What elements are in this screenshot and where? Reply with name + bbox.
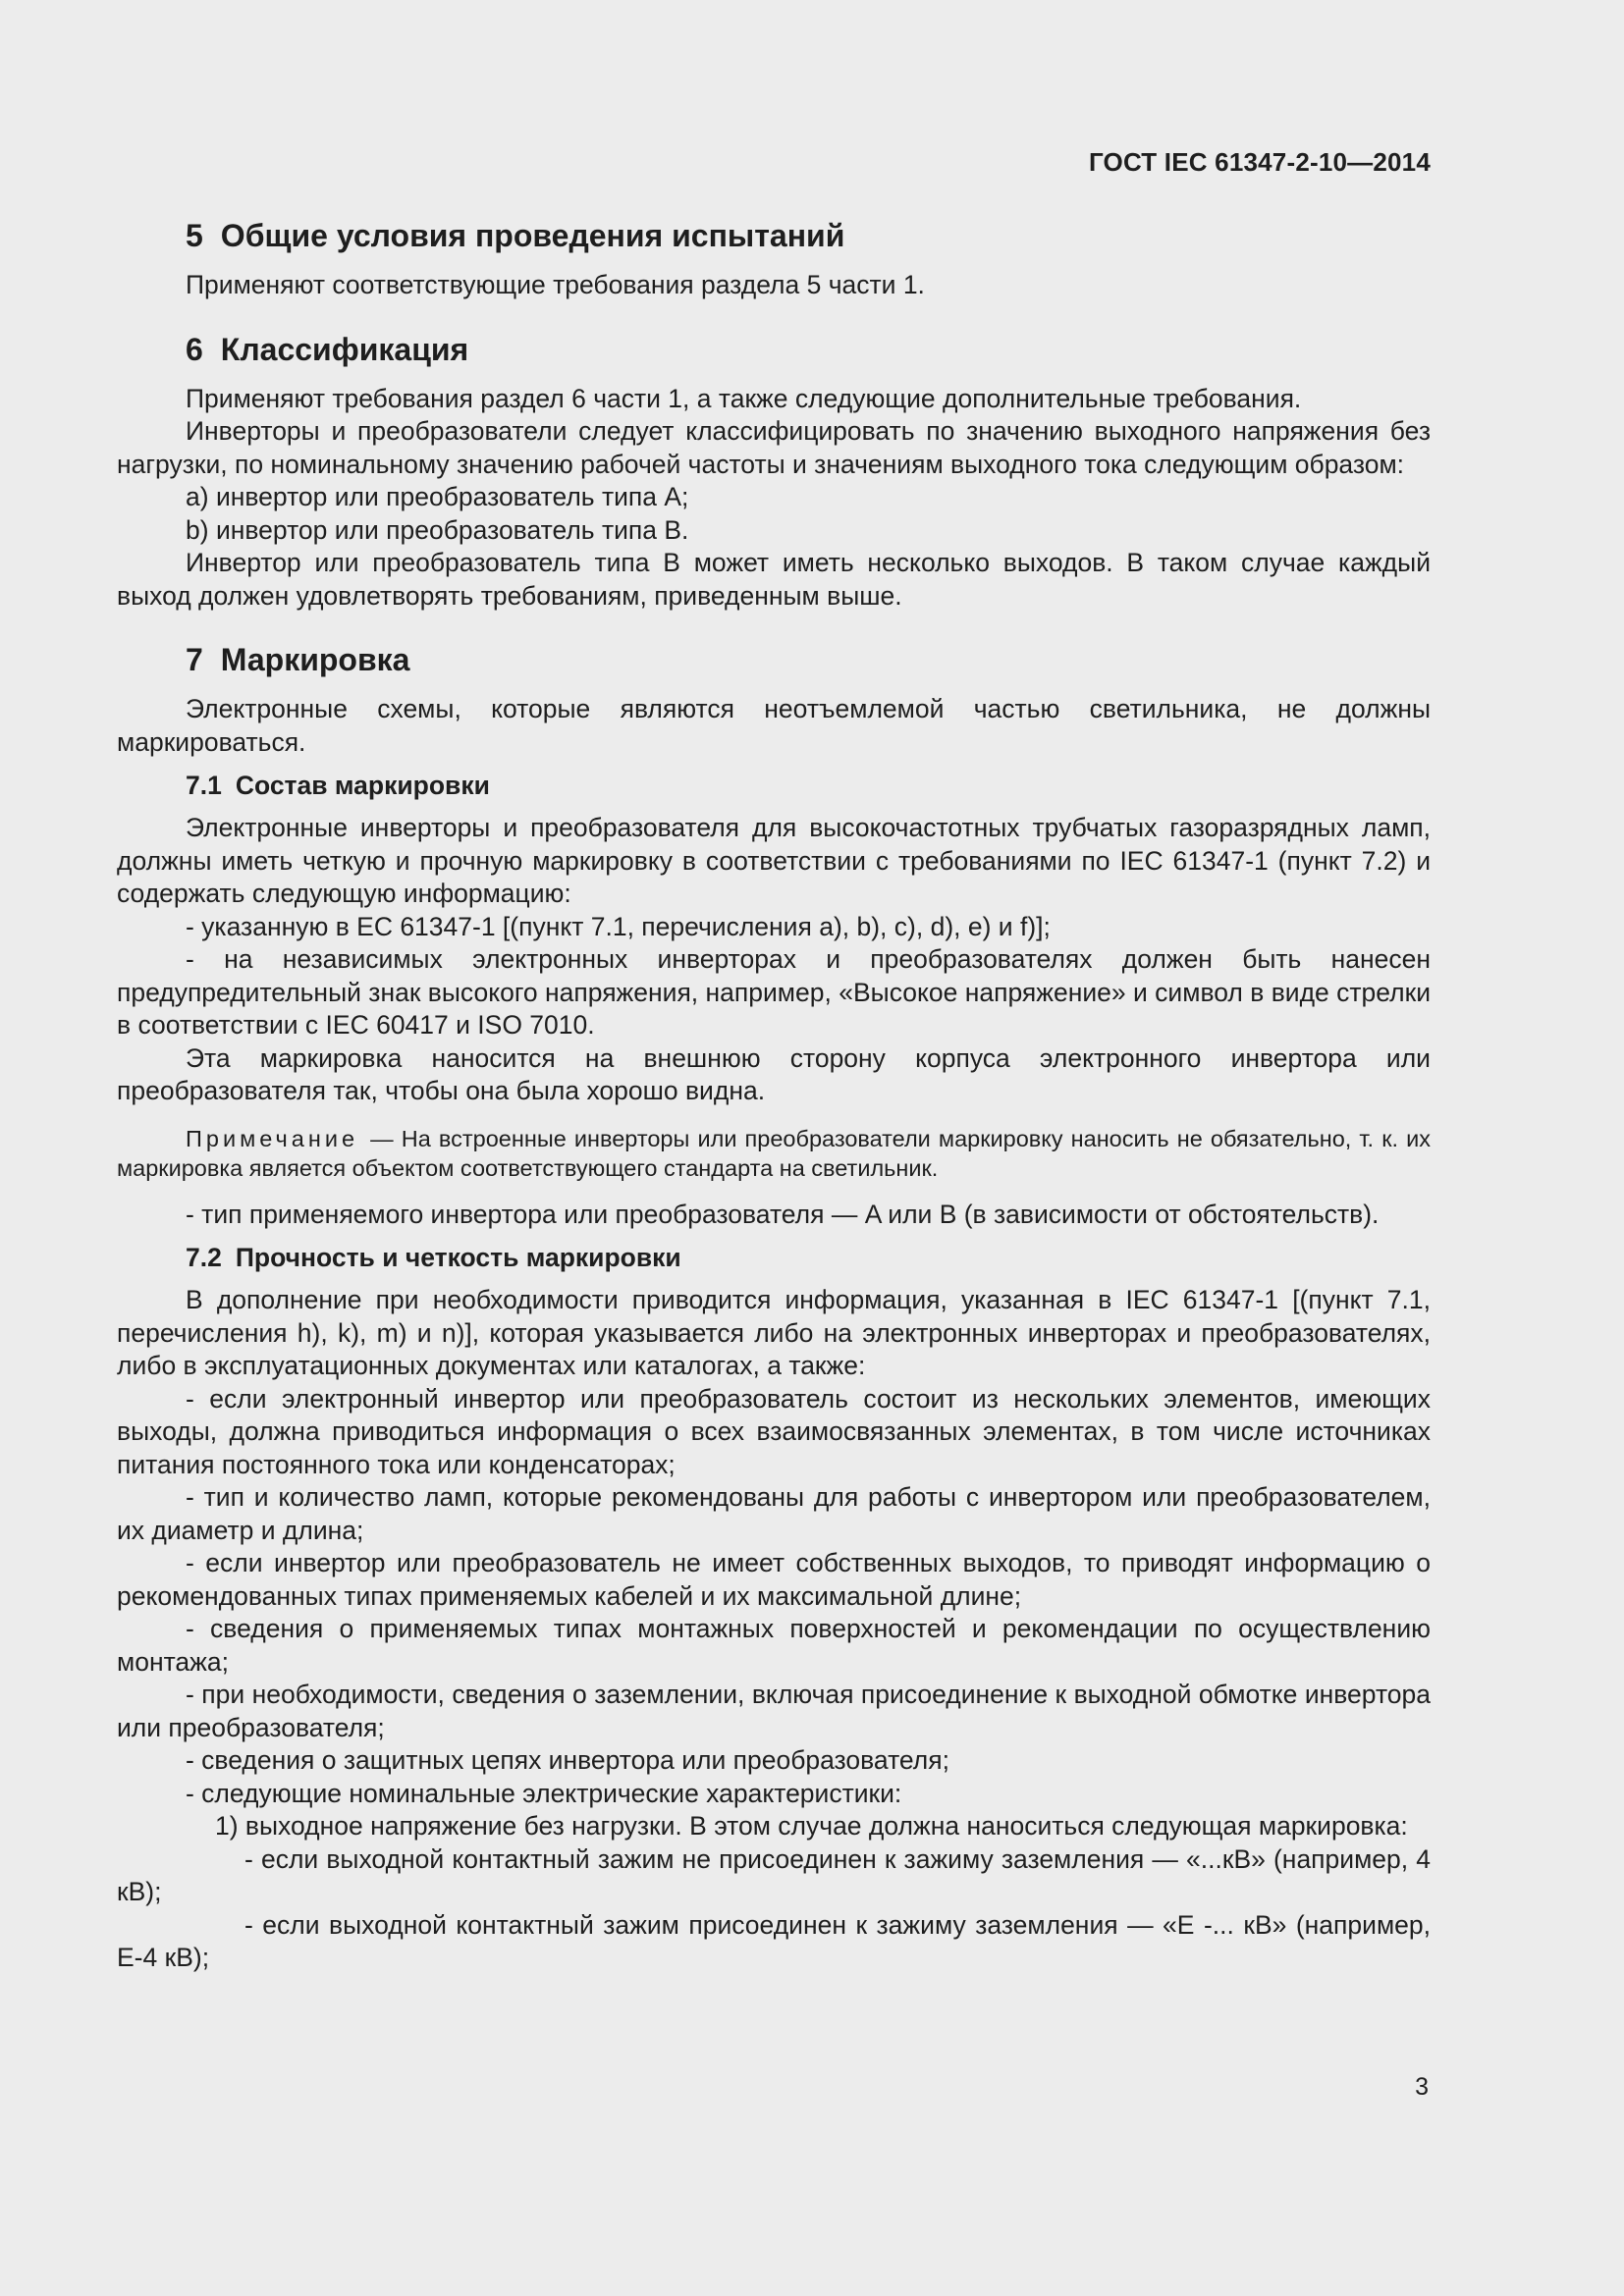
sub-list-item: - если выходной контактный зажим присоединен к зажиму заземления — «E -... кВ» (например, E-4 кВ); (117, 1909, 1431, 1972)
subsection-number: 7.1 (186, 771, 222, 800)
section-5-heading (117, 216, 1431, 255)
list-marker: b) (186, 514, 209, 545)
list-item: - указанную в EC 61347-1 [(пункт 7.1, перечисления a), b), c), d), e) и f)]; (186, 911, 1051, 941)
list-item: - на независимых электронных инверторах и преобразователях должен быть нанесен предупредительный знак высокого напряжения, например, «Высокое напряжение» и символ в виде стрелки в соответствии с IEC 60417 и ISO 7010. (117, 944, 1431, 1040)
paragraph: Эта маркировка наносится на внешнюю сторону корпуса электронного инвертора или преобразователя так, чтобы она была хорошо видна. (117, 1042, 1431, 1105)
paragraph: Электронные схемы, которые являются неотъемлемой частью светильника, не должны маркироваться. (117, 694, 1431, 757)
subsection-title: Состав маркировки (235, 771, 490, 800)
note-text: — На встроенные инверторы или преобразователи маркировку наносить не обязательно, т. к. их маркировка является объектом соответствующего стандарта на светильник. (117, 1125, 1432, 1181)
section-number: 5 (186, 218, 203, 253)
list-item: - если электронный инвертор или преобразователь состоит из нескольких элементов, имеющих выходы, должна приводиться информация о всех взаимосвязанных элементах, в том числе источниках питания постоянного тока или конденсаторах; (117, 1383, 1431, 1479)
list-item: - сведения о защитных цепях инвертора или преобразователя; (186, 1745, 949, 1775)
list-item: - при необходимости, сведения о заземлении, включая присоединение к выходной обмотке инвертора или преобразователя; (117, 1680, 1431, 1742)
list-item: - сведения о применяемых типах монтажных поверхностей и рекомендации по осуществлению монтажа; (117, 1614, 1431, 1677)
paragraph: Инвертор или преобразователь типа B может иметь несколько выходов. В таком случае каждый выход должен удовлетворять требованиям, приведенным выше. (117, 548, 1431, 611)
paragraph: Электронные инверторы и преобразователя для высокочастотных трубчатых газоразрядных ламп, должны иметь четкую и прочную маркировку в соответствии с требованиями по IEC 61347-1 (пункт 7.2) и содержать следующую информацию: (117, 813, 1431, 908)
note-label: Примечание (186, 1125, 359, 1151)
subsection-7-2-heading (117, 1241, 1431, 1274)
list-item: - тип применяемого инвертора или преобразователя — A или B (в зависимости от обстоятельств). (186, 1199, 1380, 1229)
subsection-number: 7.2 (186, 1243, 222, 1272)
sub-list-item: - если выходной контактный зажим не присоединен к зажиму заземления — «...кВ» (например, 4 кВ); (117, 1843, 1431, 1906)
section-title: Общие условия проведения испытаний (220, 218, 845, 253)
list-item: - тип и количество ламп, которые рекомендованы для работы с инвертором или преобразователем, их диаметр и длина; (117, 1482, 1431, 1545)
list-item-text: инвертор или преобразователь типа A; (215, 482, 689, 511)
paragraph: Инверторы и преобразователи следует классифицировать по значению выходного напряжения без нагрузки, по номинальному значению рабочей частоты и значениям выходного тока следующим образом: (117, 416, 1431, 479)
numbered-item: 1) выходное напряжение без нагрузки. В этом случае должна наноситься следующая маркировка: (215, 1811, 1408, 1841)
list-marker: a) (186, 482, 209, 511)
section-6-heading (117, 330, 1431, 369)
section-number: 7 (186, 642, 203, 677)
list-item: - следующие номинальные электрические характеристики: (186, 1778, 902, 1808)
page-content (117, 216, 1431, 1975)
paragraph: В дополнение при необходимости приводится информация, указанная в IEC 61347-1 [(пункт 7.1, перечисления h), k), m) и n)], которая указывается либо на электронных инверторах и преобразователях, либо в эксплуатационных документах или каталогах, а также: (117, 1285, 1431, 1380)
paragraph: Применяют соответствующие требования раздела 5 части 1. (186, 270, 925, 299)
page-number: 3 (1415, 2073, 1429, 2101)
section-title: Классификация (220, 331, 469, 367)
section-title: Маркировка (220, 642, 410, 677)
section-number: 6 (186, 331, 203, 367)
document-code-header: ГОСТ IEC 61347-2-10—2014 (1088, 147, 1431, 177)
subsection-title: Прочность и четкость маркировки (235, 1243, 681, 1272)
list-item-text: инвертор или преобразователь типа B. (215, 514, 689, 545)
list-item (117, 481, 1431, 514)
subsection-7-1-heading (117, 769, 1431, 802)
section-7-heading (117, 640, 1431, 679)
list-item: - если инвертор или преобразователь не имеет собственных выходов, то приводят информацию о рекомендованных типах применяемых кабелей и их максимальной длине; (117, 1548, 1431, 1611)
list-item (117, 514, 1431, 548)
note (117, 1124, 1431, 1183)
paragraph: Применяют требования раздел 6 части 1, а также следующие дополнительные требования. (186, 383, 1302, 413)
